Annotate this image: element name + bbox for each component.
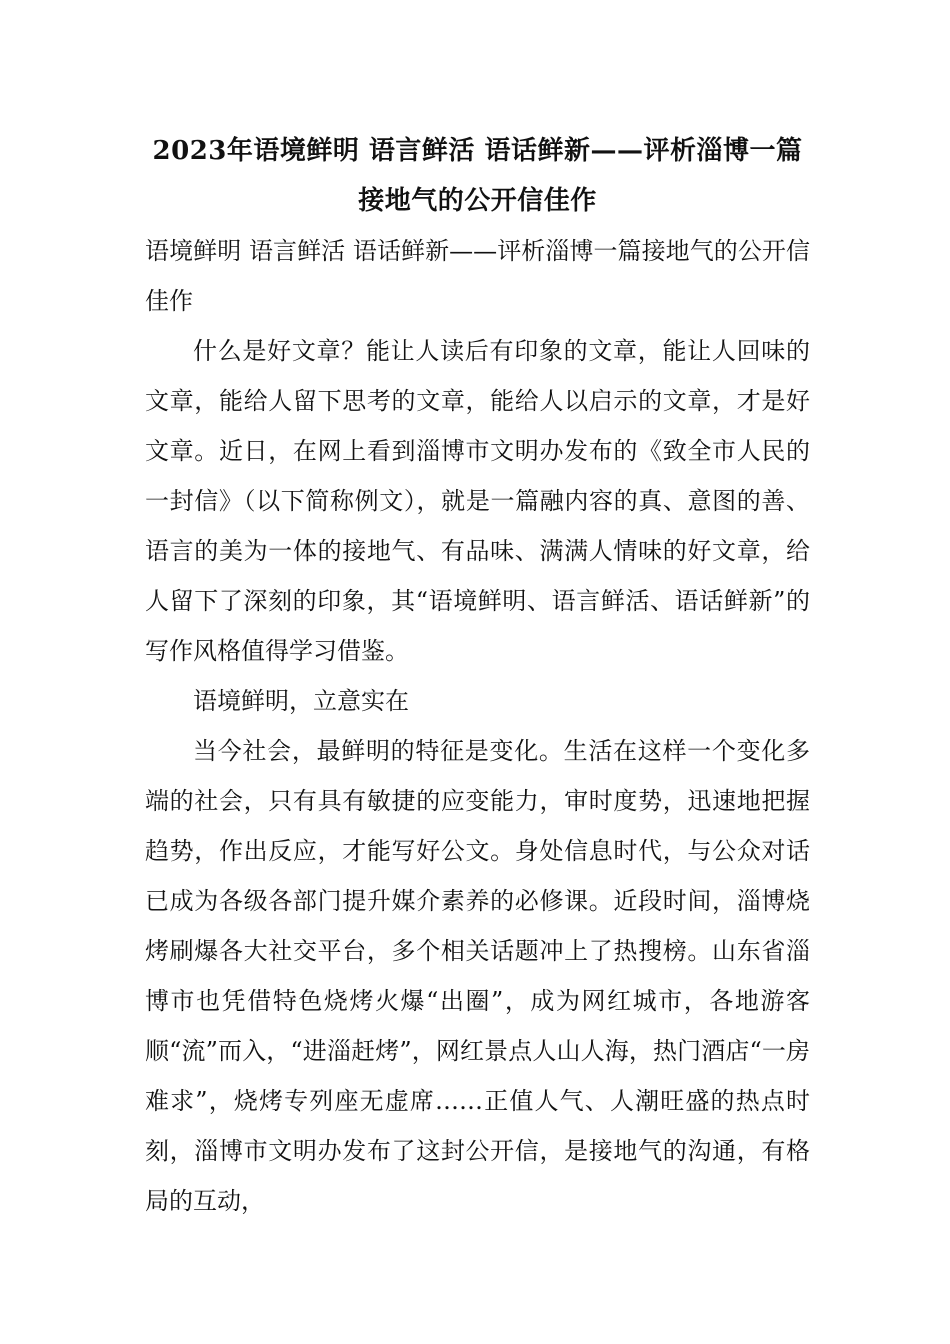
intro-paragraph: 什么是好文章？能让人读后有印象的文章，能让人回味的文章，能给人留下思考的文章，能给人以启示的文章，才是好文章。近日，在网上看到淄博市文明办发布的《致全市人民的一封信》（以下简称例文），就是一篇融内容的真、意图的善、语言的美为一体的接地气、有品味、满满人情味的好文章，给人留下了深刻的印象，其“语境鲜明、语言鲜活、语话鲜新”的写作风格值得学习借鉴。	[145, 337, 810, 665]
section-heading: 语境鲜明，立意实在	[193, 687, 409, 715]
document-body	[145, 126, 810, 1226]
document-subtitle: 语境鲜明 语言鲜活 语话鲜新——评析淄博一篇接地气的公开信佳作	[145, 237, 810, 315]
section-paragraph: 当今社会，最鲜明的特征是变化。生活在这样一个变化多端的社会，只有具有敏捷的应变能力，审时度势，迅速地把握趋势，作出反应，才能写好公文。身处信息时代，与公众对话已成为各级各部门提升媒介素养的必修课。近段时间，淄博烧烤刷爆各大社交平台，多个相关话题冲上了热搜榜。山东省淄博市也凭借特色烧烤火爆“出圈”，成为网红城市，各地游客顺“流”而入，“进淄赶烤”，网红景点人山人海，热门酒店“一房难求”，烧烤专列座无虚席……正值人气、人潮旺盛的热点时刻，淄博市文明办发布了这封公开信，是接地气的沟通，有格局的互动，	[145, 737, 810, 1215]
document-title: 2023年语境鲜明 语言鲜活 语话鲜新——评析淄博一篇接地气的公开信佳作	[152, 136, 803, 216]
